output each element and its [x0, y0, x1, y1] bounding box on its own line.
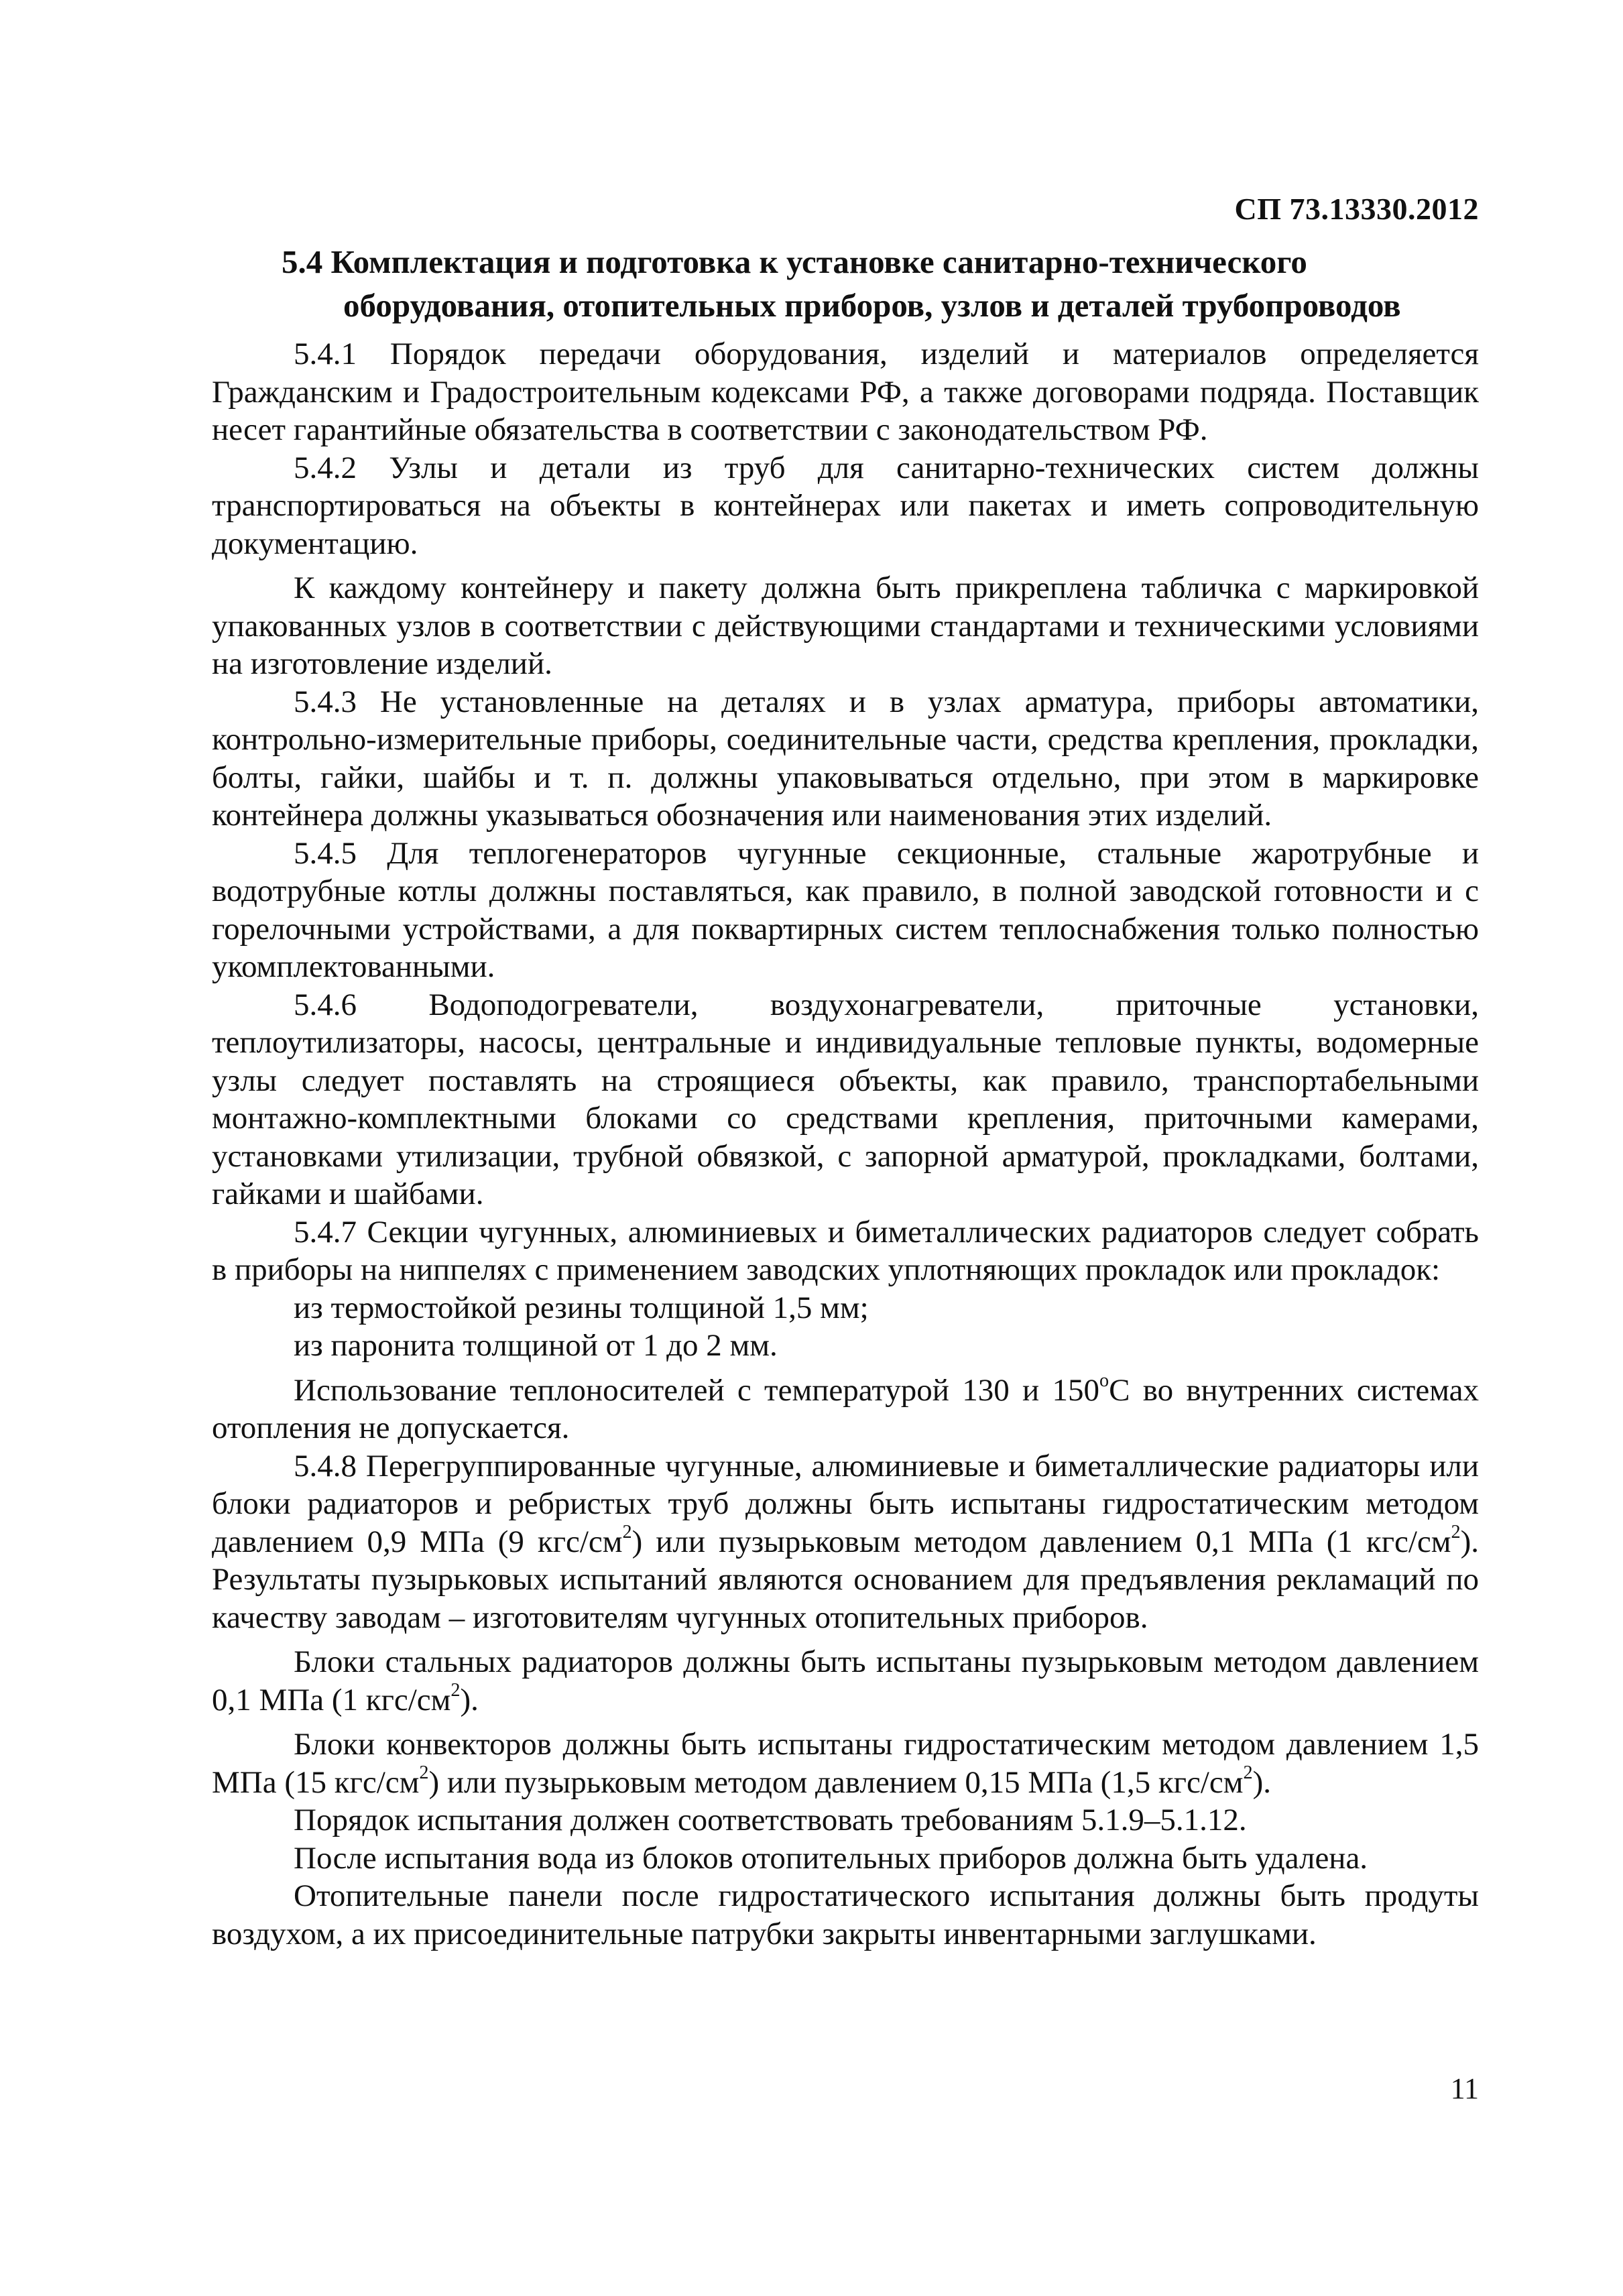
text-segment: ). Результаты пузырьковых испытаний являются основанием для предъявления рекламаций по качеству заводам – изготовителям чугунных отопительных приборов.: [212, 1524, 1479, 1635]
paragraph-heating-panels: Отопительные панели после гидростатического испытания должны быть продуты воздухом, а их присоединительные патрубки закрыты инвентарными заглушками.: [212, 1878, 1479, 1951]
paragraph-5-4-8: [212, 1447, 1479, 1637]
paragraph-steel-radiators: [212, 1643, 1479, 1719]
paragraph-test-procedure: Порядок испытания должен соответствовать требованиям 5.1.9–5.1.12.: [294, 1803, 1247, 1837]
paragraph-convectors: [212, 1726, 1479, 1801]
section-heading-line-2: оборудования, отопительных приборов, узлов и деталей трубопроводов: [343, 287, 1401, 324]
text-segment: Использование теплоносителей с температурой 130 и 150: [294, 1372, 1099, 1408]
superscript: 2: [419, 1762, 429, 1783]
list-item-paronite-gasket: из паронита толщиной от 1 до 2 мм.: [294, 1328, 778, 1363]
paragraph-5-4-3: 5.4.3 Не установленные на деталях и в узлах арматура, приборы автоматики, контрольно-измерительные приборы, соединительные части, средства крепления, прокладки, болты, гайки, шайбы и т. п. должны упаковываться отдельно, при этом в маркировке контейнера должны указываться обозначения или наименования этих изделий.: [212, 684, 1479, 833]
paragraph-5-4-2: 5.4.2 Узлы и детали из труб для санитарно-технических систем должны транспортироваться на объекты в контейнерах или пакетах и иметь сопроводительную документацию.: [212, 450, 1479, 561]
text-segment: ).: [1252, 1764, 1271, 1800]
text-segment: ) или пузырьковым методом давлением 0,15 МПа (1,5 кгс/см: [428, 1764, 1244, 1800]
body-text: [212, 335, 1479, 1953]
paragraph-water-removal: После испытания вода из блоков отопительных приборов должна быть удалена.: [294, 1840, 1368, 1876]
paragraph-5-4-5: 5.4.5 Для теплогенераторов чугунные секционные, стальные жаротрубные и водотрубные котлы должны поставляться, как правило, в полной заводской готовности и с горелочными устройствами, а для поквартирных систем теплоснабжения только полностью укомплектованными.: [212, 835, 1479, 984]
paragraph-5-4-1: 5.4.1 Порядок передачи оборудования, изделий и материалов определяется Гражданским и Градостроительным кодексами РФ, а также договорами подряда. Поставщик несет гарантийные обязательства в соответствии с законодательством РФ.: [212, 337, 1479, 447]
superscript: 2: [450, 1679, 461, 1701]
text-segment: Блоки стальных радиаторов должны быть испытаны пузырьковым методом давлением 0,1 МПа (1 кгс/см: [212, 1644, 1479, 1717]
section-heading-line-1: 5.4 Комплектация и подготовка к установке санитарно-технического: [282, 243, 1307, 280]
document-code: СП 73.13330.2012: [1234, 192, 1479, 226]
degree-superscript: о: [1099, 1370, 1109, 1391]
text-segment: Блоки конвекторов должны быть испытаны гидростатическим методом давлением 1,5 МПа (15 кгс/см: [212, 1727, 1479, 1800]
text-segment: ) или пузырьковым методом давлением 0,1 МПа (1 кгс/см: [632, 1524, 1451, 1559]
text-segment: 5.4.8 Перегруппированные чугунные, алюминиевые и биметаллические радиаторы или блоки радиаторов и ребристых труб должны быть испытаны гидростатическим методом давлением 0,9 МПа (9 кгс/см: [212, 1448, 1479, 1559]
section-heading: [282, 240, 1455, 327]
text-segment: С во внутренних системах отопления не допускается.: [212, 1372, 1479, 1445]
paragraph-coolant-temperature: [212, 1372, 1479, 1447]
superscript: 2: [622, 1521, 632, 1543]
text-segment: ).: [460, 1682, 479, 1717]
paragraph-container-label: К каждому контейнеру и пакету должна быть прикреплена табличка с маркировкой упакованных узлов в соответствии с действующими стандартами и техническими условиями на изготовление изделий.: [212, 570, 1479, 681]
paragraph-5-4-7: 5.4.7 Секции чугунных, алюминиевых и биметаллических радиаторов следует собрать в приборы на ниппелях с применением заводских уплотняющих прокладок или прокладок:: [212, 1214, 1479, 1287]
superscript: 2: [1243, 1762, 1253, 1783]
superscript: 2: [1451, 1521, 1461, 1543]
paragraph-5-4-6: 5.4.6 Водоподогреватели, воздухонагреватели, приточные установки, теплоутилизаторы, насосы, центральные и индивидуальные тепловые пункты, водомерные узлы следует поставлять на строящиеся объекты, как правило, транспортабельными монтажно-комплектными блоками со средствами крепления, приточными камерами, установками утилизации, трубной обвязкой, с запорной арматурой, прокладками, болтами, гайками и шайбами.: [212, 987, 1479, 1211]
page-number: 11: [1450, 2072, 1479, 2105]
list-item-rubber-gasket: из термостойкой резины толщиной 1,5 мм;: [294, 1290, 869, 1325]
